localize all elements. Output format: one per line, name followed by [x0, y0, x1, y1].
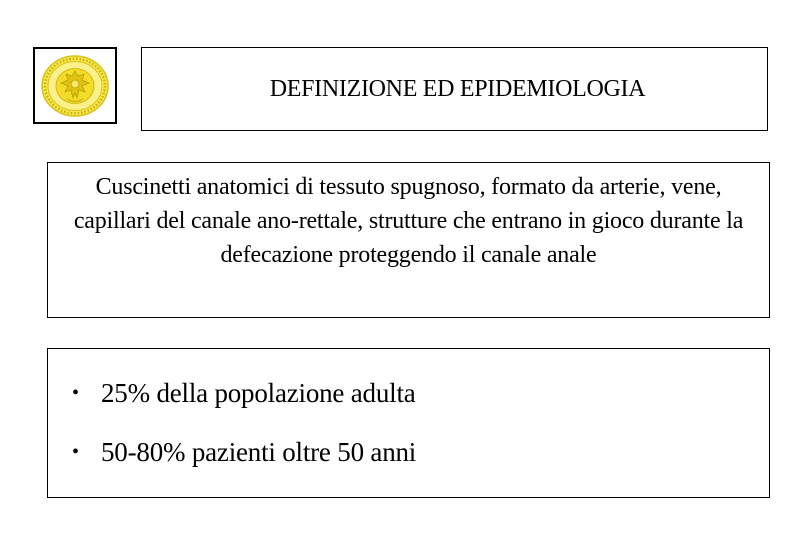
bullet-item	[72, 437, 416, 468]
definition-box	[47, 162, 770, 318]
title-box	[141, 47, 768, 131]
university-seal-icon	[39, 53, 111, 119]
bullet-item	[72, 378, 416, 409]
bullet-marker: •	[72, 441, 79, 463]
logo-frame	[33, 47, 117, 124]
bullet-marker: •	[72, 382, 79, 404]
slide-title: DEFINIZIONE ED EPIDEMIOLOGIA	[269, 75, 646, 102]
bullet-text: 25% della popolazione adulta	[101, 378, 416, 408]
bullet-text: 50-80% pazienti oltre 50 anni	[101, 437, 417, 467]
definition-text: Cuscinetti anatomici di tessuto spugnoso, formato da arterie, vene, capillari del canale ano-rettale, strutture che entrano in gioco durante la defecazione proteggendo il canale anale	[73, 174, 744, 268]
epidemiology-box	[47, 348, 770, 498]
